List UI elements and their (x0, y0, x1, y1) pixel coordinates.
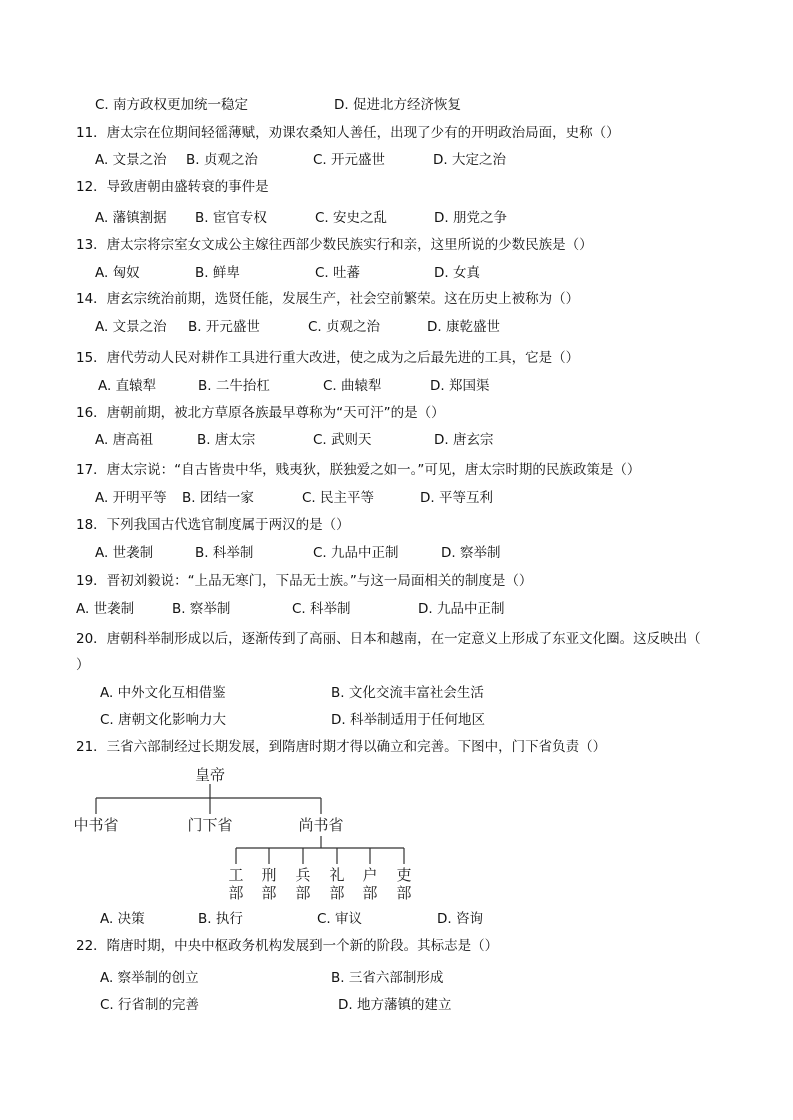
option-q10-c: C. 南方政权更加统一稳定 (95, 97, 249, 113)
option-q15-b: B. 二牛抬杠 (198, 378, 270, 394)
ministry-nodes (228, 866, 411, 902)
node-shangshu-sheng: 尚书省 (298, 816, 344, 834)
option-q16-b: B. 唐太宗 (197, 432, 256, 448)
option-q12-a: A. 藩镇割据 (95, 210, 167, 226)
question-18: 18．下列我国古代选官制度属于两汉的是（） (76, 517, 350, 533)
option-q15-c: C. 曲辕犁 (323, 378, 382, 394)
question-14: 14．唐玄宗统治前期，选贤任能，发展生产，社会空前繁荣。这在历史上被称为（） (76, 291, 580, 307)
option-q11-a: A. 文景之治 (95, 152, 167, 168)
option-q14-d: D. 康乾盛世 (427, 319, 500, 335)
option-q15-d: D. 郑国渠 (430, 378, 490, 394)
question-13: 13．唐太宗将宗室女文成公主嫁往西部少数民族实行和亲，这里所说的少数民族是（） (76, 237, 593, 253)
node-ministry-2: 刑部 (261, 866, 277, 902)
node-ministry-3: 兵部 (295, 866, 311, 902)
node-ministry-4: 礼部 (329, 866, 345, 902)
option-q21-d: D. 咨询 (437, 911, 483, 927)
option-q21-c: C. 审议 (317, 911, 363, 927)
node-ministry-6: 吏部 (396, 866, 412, 902)
option-q20-b: B. 文化交流丰富社会生活 (331, 685, 484, 701)
node-zhongshu-sheng: 中书省 (73, 816, 119, 834)
option-q20-c: C. 唐朝文化影响力大 (100, 712, 227, 728)
org-chart-connectors (96, 784, 404, 864)
org-chart-svg (70, 760, 430, 905)
question-20-continued: ） (76, 657, 90, 673)
option-q17-b: B. 团结一家 (182, 490, 254, 506)
option-q12-b: B. 宦官专权 (195, 210, 267, 226)
option-q22-a: A. 察举制的创立 (100, 970, 199, 986)
option-q17-c: C. 民主平等 (302, 490, 375, 506)
option-q20-a: A. 中外文化互相借鉴 (100, 685, 226, 701)
question-21: 21．三省六部制经过长期发展，到隋唐时期才得以确立和完善。下图中，门下省负责（） (76, 739, 607, 755)
option-q10-d: D. 促进北方经济恢复 (334, 97, 461, 113)
option-q16-a: A. 唐高祖 (95, 432, 154, 448)
option-q18-b: B. 科举制 (195, 545, 254, 561)
option-q11-d: D. 大定之治 (433, 152, 506, 168)
question-22: 22．隋唐时期，中央中枢政务机构发展到一个新的阶段。其标志是（） (76, 938, 499, 954)
node-ministry-1: 工部 (228, 866, 244, 902)
question-15: 15．唐代劳动人民对耕作工具进行重大改进，使之成为之后最先进的工具，它是（） (76, 350, 580, 366)
three-departments-diagram (70, 760, 430, 905)
option-q13-d: D. 女真 (434, 265, 480, 281)
question-12: 12．导致唐朝由盛转衰的事件是 (76, 179, 269, 195)
node-ministry-5: 户部 (362, 866, 378, 902)
node-menxia-sheng: 门下省 (187, 816, 233, 834)
option-q19-c: C. 科举制 (292, 601, 351, 617)
option-q14-c: C. 贞观之治 (308, 319, 381, 335)
option-q22-d: D. 地方藩镇的建立 (338, 997, 452, 1013)
option-q21-b: B. 执行 (198, 911, 243, 927)
node-emperor: 皇帝 (194, 766, 226, 784)
option-q11-c: C. 开元盛世 (313, 152, 386, 168)
option-q16-d: D. 唐玄宗 (434, 432, 494, 448)
option-q18-d: D. 察举制 (441, 545, 501, 561)
option-q18-a: A. 世袭制 (95, 545, 154, 561)
option-q21-a: A. 决策 (100, 911, 145, 927)
option-q13-b: B. 鲜卑 (195, 265, 240, 281)
option-q12-d: D. 朋党之争 (434, 210, 507, 226)
option-q11-b: B. 贞观之治 (186, 152, 258, 168)
option-q17-d: D. 平等互利 (420, 490, 493, 506)
question-17: 17．唐太宗说：“自古皆贵中华，贱夷狄，朕独爱之如一。”可见，唐太宗时期的民族政策是（） (76, 462, 641, 478)
question-20: 20．唐朝科举制形成以后，逐渐传到了高丽、日本和越南，在一定意义上形成了东亚文化圈。这反映出（ (76, 631, 701, 647)
option-q19-b: B. 察举制 (172, 601, 231, 617)
option-q18-c: C. 九品中正制 (313, 545, 399, 561)
option-q17-a: A. 开明平等 (95, 490, 167, 506)
option-q20-d: D. 科举制适用于任何地区 (331, 712, 485, 728)
question-19: 19．晋初刘毅说：“上品无寒门，下品无士族。”与这一局面相关的制度是（） (76, 573, 533, 589)
option-q22-b: B. 三省六部制形成 (331, 970, 444, 986)
option-q12-c: C. 安史之乱 (315, 210, 388, 226)
option-q16-c: C. 武则天 (313, 432, 372, 448)
option-q14-b: B. 开元盛世 (188, 319, 260, 335)
option-q15-a: A. 直辕犁 (98, 378, 157, 394)
question-11: 11．唐太宗在位期间轻徭薄赋，劝课农桑知人善任，出现了少有的开明政治局面，史称（） (76, 125, 620, 141)
question-16: 16．唐朝前期，被北方草原各族最早尊称为“天可汗”的是（） (76, 405, 445, 421)
option-q22-c: C. 行省制的完善 (100, 997, 200, 1013)
option-q19-d: D. 九品中正制 (418, 601, 505, 617)
option-q13-a: A. 匈奴 (95, 265, 140, 281)
option-q14-a: A. 文景之治 (95, 319, 167, 335)
option-q19-a: A. 世袭制 (76, 601, 135, 617)
option-q13-c: C. 吐蕃 (315, 265, 361, 281)
